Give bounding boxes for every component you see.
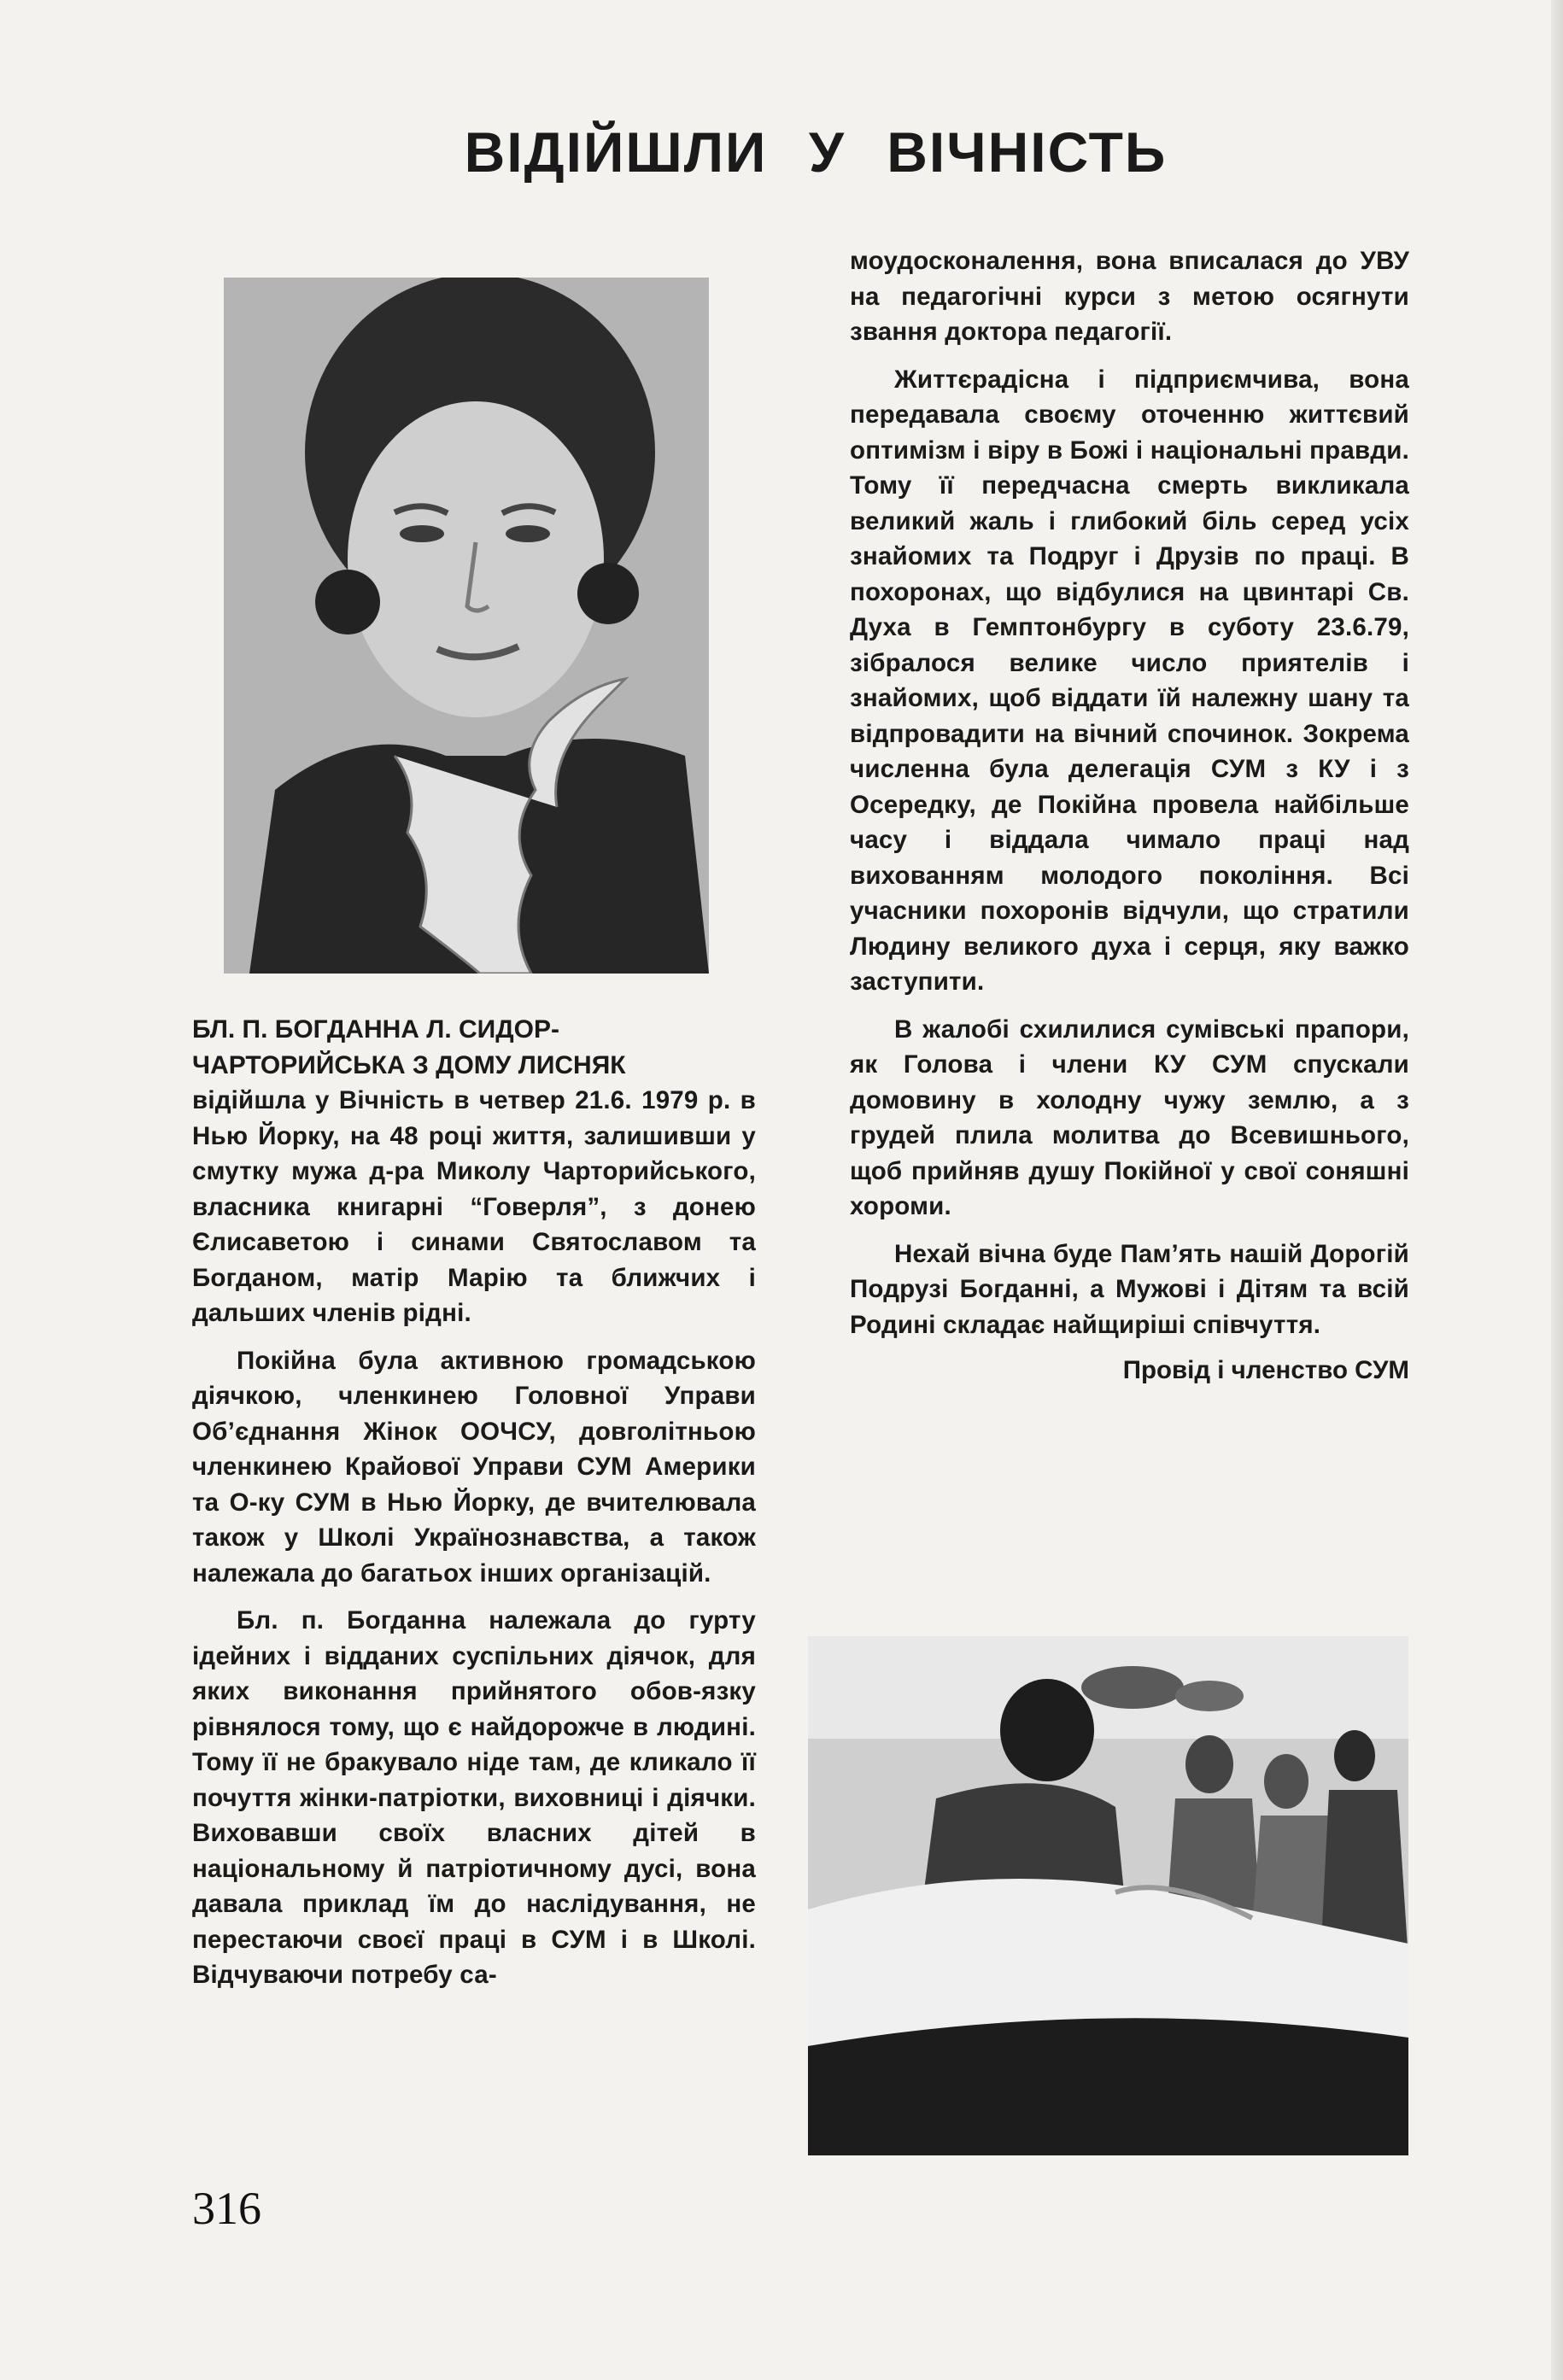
page-edge	[1551, 0, 1563, 2380]
page-number: 316	[192, 2183, 261, 2234]
obituary-paragraph: Бл. п. Богданна належала до гурту ідейних і відданих суспільних діячок, для яких виконання прийнятого обов-язку рівнялося тому, що є найдорожче в людині. Тому її не бракувало ніде там, де кликало її почуття жінки-патріотки, виховниці і діячки. Виховавши своїх власних дітей в національному й патріотичному дусі, вона давала приклад їм до наслідування, не перестаючи своєї праці в СУМ і в Школі. Відчуваючи потребу са-	[192, 1606, 756, 1989]
obituary-paragraph: Життєрадісна і підприємчива, вона передавала своєму оточенню життєвий оптимізм і віру в Божі і національні правди. Тому її передчасна смерть викликала великий жаль і глибокий біль серед усіх знайомих та Подруг і Друзів по праці. В похоронах, що відбулися на цвинтарі Св. Духа в Гемптонбургу в суботу 23.6.79, зібралося велике число приятелів і знайомих, щоб віддати їй належну шану та відпровадити на вічний спочинок. Зокрема численна була делегація СУМ з КУ і з Осередку, де Покійна провела найбільше часу і віддала чимало праці над вихованням молодого покоління. Всі учасники похоронів відчули, що стратили Людину великого духа і серця, яку важко заступити.	[850, 365, 1409, 996]
obituary-heading: БЛ. П. БОГДАННА Л. СИДОР-ЧАРТОРИЙСЬКА З ДОМУ ЛИСНЯК	[192, 1015, 626, 1079]
condolence-paragraph: Нехай вічна буде Пам’ять нашій Дорогій Подрузі Богданні, а Мужові і Дітям та всій Родині складає найщиріші співчуття.	[850, 1239, 1409, 1339]
right-column	[850, 243, 1409, 1389]
obituary-paragraph: В жалобі схилилися сумівські прапори, як Голова і члени КУ СУМ спускали домовину в холодну чужу землю, а з грудей плила молитва до Всевишнього, щоб прийняв душу Покійної у свої соняшні хороми.	[850, 1015, 1409, 1220]
funeral-photo	[808, 1636, 1408, 2155]
left-column	[192, 1012, 756, 1993]
obituary-intro: відійшла у Вічність в четвер 21.6. 1979 р. в Нью Йорку, на 48 році життя, залишивши у смутку мужа д-ра Миколу Чарторийського, власника книгарні “Говерля”, з донею Єлисаветою і синами Святославом та Богданом, матір Марію та ближчих і дальших членів рідні.	[192, 1086, 756, 1327]
signature: Провід і членство СУМ	[1122, 1356, 1409, 1384]
obituary-paragraph: моудосконалення, вона вписалася до УВУ на педагогічні курси з метою осягнути звання доктора педагогії.	[850, 247, 1409, 346]
page-title: ВІДІЙШЛИ У ВІЧНІСТЬ	[464, 120, 1168, 184]
portrait-photo	[224, 278, 709, 974]
obituary-paragraph: Покійна була активною громадською діячкою, членкинею Головної Управи Об’єднання Жінок ООЧСУ, довголітньою членкинею Крайової Управи СУМ Америки та О-ку СУМ в Нью Йорку, де вчителювала також у Школі Українознавства, а також належала до багатьох інших організацій.	[192, 1346, 756, 1588]
